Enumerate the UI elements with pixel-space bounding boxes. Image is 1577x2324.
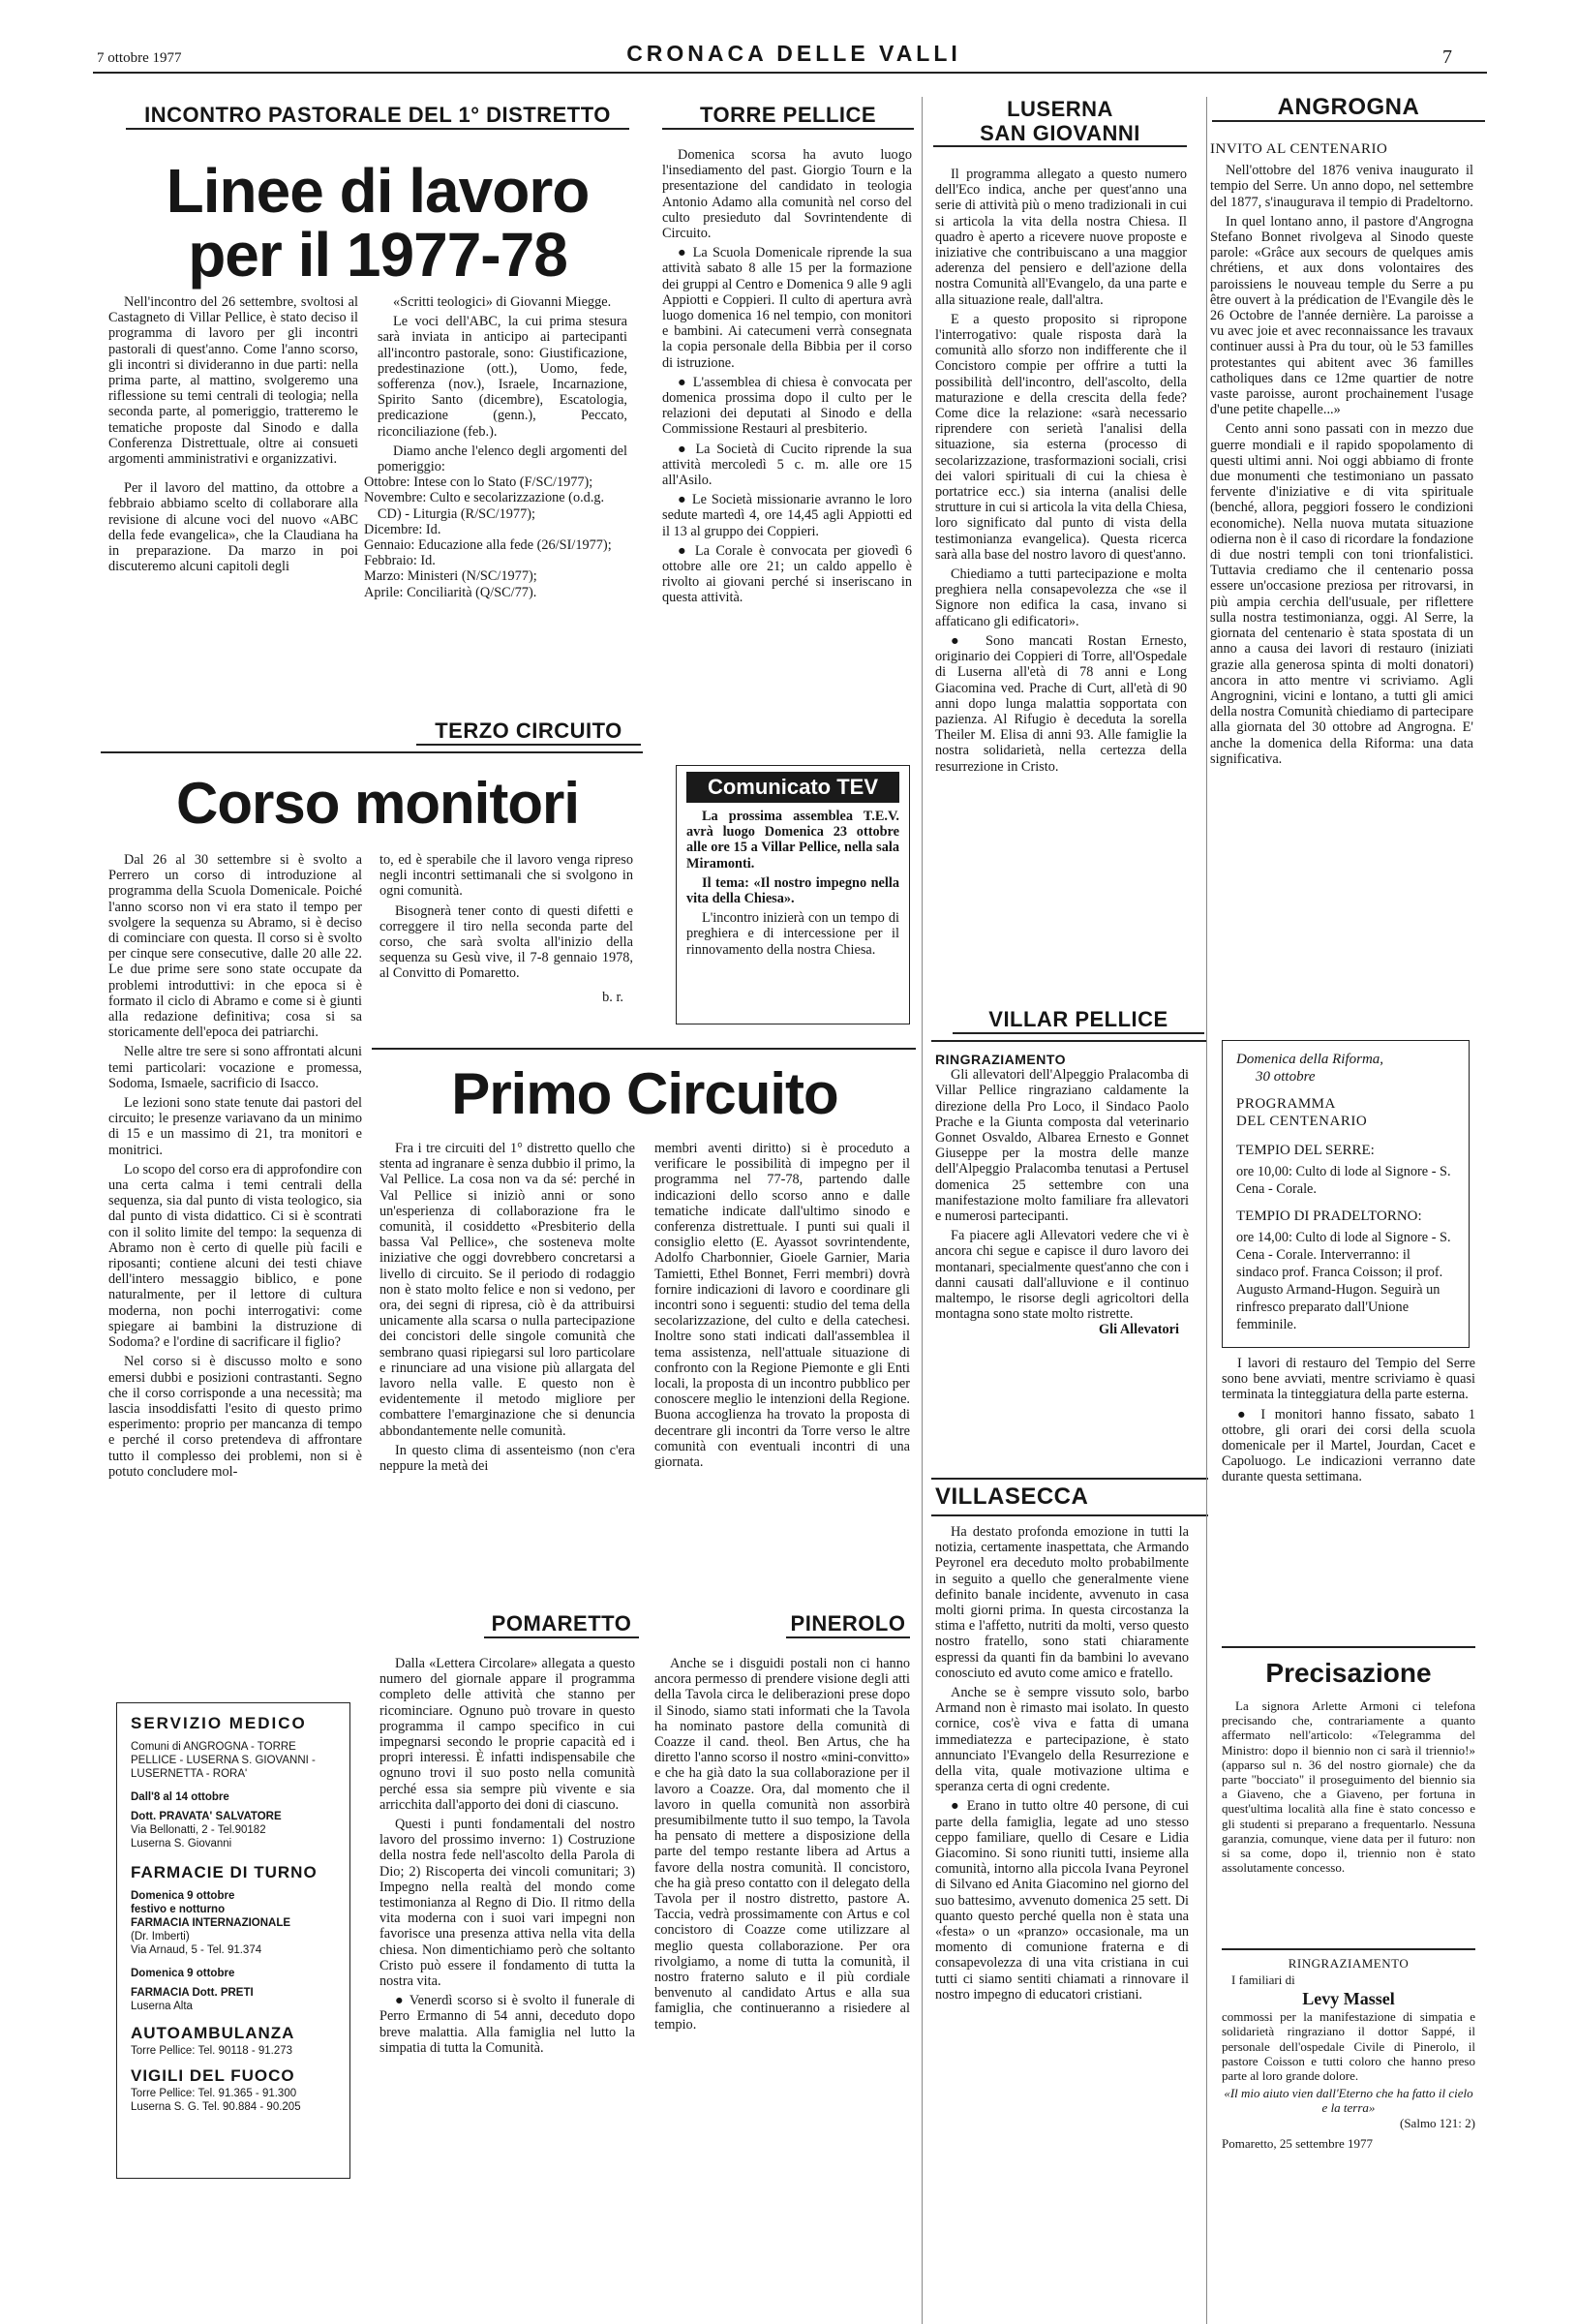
paragraph: Fra i tre circuiti del 1° distretto quello che stenta ad ingranare è senza dubbio il primo, la Val Pellice. La cosa non va da sé: perché in Val Pellice si iniziò anni or sono un'esperienza di collaborazione fra le comunità, il cosiddetto «Presbiterio della bassa Val Pellice», che sosteneva molte iniziative che oggi dovrebbero concretarsi a livello di circuito. Se il periodo di rodaggio non è stato molto felice e non si vedono, per ora, dei segni di ripresa, ciò è da attribuirsi unicamente alla scarsa o nulla partecipazione dei concistori delle singole comunità che sembrano quasi ripiegarsi sul loro particolare e rinunciare ad una visione più allargata del lavoro nella valle. E questo non è evidentemente il metodo migliore per combattere l'emarginazione che si denuncia abbondantemente nelle comunità. <box>379 1141 635 1439</box>
paragraph: Il tema: «Il nostro impegno nella vita della Chiesa». <box>686 874 899 907</box>
torre-text <box>662 147 912 606</box>
farm-date-1: Domenica 9 ottobre <box>131 1890 235 1902</box>
pinerolo-text <box>654 1656 910 2033</box>
angrogna-after <box>1222 1356 1475 1485</box>
paragraph: ● Erano in tutto oltre 40 persone, di cui parte della famiglia, legate ad uno stesso ceppo familiare, quello di Cesare e Lidia Giacomino. Si sono riuniti tutti, insieme alla comunità, intorno alla piccola Ivana Peyronel di Silvano ed Anita Giacomino nel giorno del suo battesimo, avvenuto domenica 25 sett. Di quanto questo perché quella non è stata una «festa» o un «pranzo» occasionale, ma un momento di comunione fraterna e di consapevolezza di una vita cristiana in cui tutti ci siamo sentiti chiamati a rinnovare il nostro impegno di educatori cristiani. <box>935 1798 1189 2003</box>
primo-col-2 <box>654 1141 910 1470</box>
paragraph: ● La Società di Cucito riprende la sua attività mercoledì 5 c. m. alle ore 15 all'Asilo. <box>662 441 912 489</box>
angrogna-text <box>1210 141 1473 767</box>
vigili-tel-2: Luserna S. G. Tel. 90.884 - 90.205 <box>131 2101 301 2113</box>
section-terzo-circuito: TERZO CIRCUITO <box>416 719 641 746</box>
paragraph: Nell'incontro del 26 settembre, svoltosi al Castagneto di Villar Pellice, è stato deciso il programma di lavoro per gli incontri pastorali di quest'anno. Come l'anno scorso, gli incontri si divideranno in due parti: nella prima parte, al mattino, svolgeremo una riflessione su temi centrali di teologia; nella seconda parte, al pomeriggio, tratteremo le tematiche proposte dal Sinodo e dalla Conferenza Distrettuale, oltre ai consueti argomenti amministrativi e organizzativi. <box>108 294 358 468</box>
pradeltorno-text: ore 14,00: Culto di lode al Signore - S. Cena - Corale. Interverranno: il sindaco prof. Franca Coisson; il prof. Augusto Armand-Hugon. Seguirà un rinfresco preparato dall'Unione femminile. <box>1236 1230 1451 1332</box>
ringraziamento-box <box>1222 1956 1475 2151</box>
pomaretto-text <box>379 1656 635 2056</box>
farm-1-name: FARMACIA INTERNAZIONALE <box>131 1917 291 1929</box>
paragraph: ● I monitori hanno fissato, sabato 1 ottobre, gli orari dei corsi della scuola domenicale per il Martel, Jourdan, Cacet e Capoluogo. Le indicazioni verranno date durante questa settimana. <box>1222 1406 1475 1485</box>
vigili-tel-1: Torre Pellice: Tel. 91.365 - 91.300 <box>131 2088 297 2099</box>
paragraph: Fa piacere agli Allevatori vedere che vi è ancora chi segue e capisce il duro lavoro dei montanari, specialmente quest'anno che con i danni causati dall'alluvione e il continuo maltempo, le risorse degli agricoltori della montagna sono state molto ristrette. <box>935 1228 1189 1323</box>
servizio-doc-addr: Via Bellonatti, 2 - Tel.90182 <box>131 1824 266 1836</box>
autoambulanza-tel: Torre Pellice: Tel. 90118 - 91.273 <box>131 2045 293 2057</box>
signature: b. r. <box>602 989 623 1005</box>
autoambulanza-title: AUTOAMBULANZA <box>131 2024 295 2042</box>
section-luserna-line-2: SAN GIOVANNI <box>980 121 1140 145</box>
farm-2-name: FARMACIA Dott. PRETI <box>131 1987 254 1999</box>
villar-text <box>935 1052 1189 1338</box>
paragraph: In questo clima di assenteismo (non c'era neppure la metà dei <box>379 1442 635 1475</box>
paragraph: ● L'assemblea di chiesa è convocata per domenica prossima dopo il culto per le relazioni dei deputati al Sinodo e della Commissione Restauri al presbiterio. <box>662 374 912 438</box>
schedule-list <box>364 474 627 600</box>
paragraph: Anche se i disguidi postali non ci hanno ancora permesso di prendere visione degli atti della Tavola circa le deliberazioni prese dopo il Sinodo, siamo stati informati che la Tavola ha nominato pastore della comunità di Coazze il cand. theol. Ben Artus, che ha diretto l'anno scorso il nostro «mini-convitto» e che ha già dato la sua collaborazione per il lavoro a Coazze. Ora, dal momento che il lavoro in quella comunità non assorbirà presumibilmente tutto il suo tempo, la Tavola ha pensato di mettere a disposizione della parte del tempo restante libera ad Artus a favore della nostra comunità. Il concistoro, che ha già preso contatto con il delegato della Tavola per il nostro distretto, pastore A. Taccia, vedrà prossimamente con Artus e col concistoro di Coazze come utilizzare al meglio questa collaborazione. Per ora rivolgiamo, a nome di tutta la comunità, il nostro fraterno saluto e il più cordiale benvenuto al candidato Artus e alla sua famiglia, che continueranno a risiedere al tempio. <box>654 1656 910 2033</box>
column-rule <box>922 97 923 2324</box>
divider <box>101 751 643 753</box>
programma-date-line-2: 30 ottobre <box>1256 1069 1316 1085</box>
ringraziamento-heading: RINGRAZIAMENTO <box>1288 1956 1410 1971</box>
section-villar-pellice: VILLAR PELLICE <box>953 1007 1204 1034</box>
farmacie-title: FARMACIE DI TURNO <box>131 1863 318 1881</box>
section-villasecca-label: VILLASECCA <box>935 1483 1089 1510</box>
farm-1-who: (Dr. Imberti) <box>131 1931 190 1942</box>
ringraziamento-ref: (Salmo 121: 2) <box>1400 2115 1475 2130</box>
paragraph: ● Venerdì scorso si è svolto il funerale di Perro Ermanno di 54 anni, deceduto dopo breve malattia. Alla famiglia nel lutto la simpatia di tutta la Comunità. <box>379 1993 635 2056</box>
paragraph: ● La Scuola Domenicale riprende la sua attività sabato 8 alle 15 per la formazione dei gruppi al Centro e Domenica 9 alle 9 agli Appiotti e Coppieri. Il culto di apertura avrà luogo domenica 16 nel tempio, con monitori e bambini. Ai catecumeni verrà consegnata la copia personale della Bibbia per il corso di istruzione. <box>662 245 912 371</box>
paragraph: Dal 26 al 30 settembre si è svolto a Perrero un corso di introduzione al programma della Scuola Domenicale. Poiché l'anno scorso non vi era stato il tempo per svolgere la sequenza su Abramo, si è deciso di cominciare con questa. Il corso si è svolto per cinque sere consecutive, dalle 20 alle 22. Le due prime sere sono state occupate da problemi introduttivi: in che epoca si è formato il ciclo di Abramo e come si è giunti alla redazione definitiva; cosa si sa storicamente dell'epoca dei patriarchi. <box>108 852 362 1041</box>
servizio-doc-town: Luserna S. Giovanni <box>131 1838 232 1850</box>
signature: Gli Allevatori <box>1099 1322 1179 1338</box>
corso-col-2 <box>379 852 633 1005</box>
paragraph: Diamo anche l'elenco degli argomenti del pomeriggio: <box>378 443 627 475</box>
newspaper-section-title: CRONACA DELLE VALLI <box>626 41 961 66</box>
servizio-dates: Dall'8 al 14 ottobre <box>131 1791 229 1803</box>
precisazione-text: La signora Arlette Armoni ci telefona precisando che, contrariamente a quanto affermato nell'articolo: «Telegramma del Ministro: dopo il biennio non ci sarà il triennio!» (apparso sul n. 36 del nostro giornale) che da parte "bocciato" il proseguimento del biennio sia a Giaveno, che a Giaveno, per fortuna in quest'ultima località alla fine è stato concesso e gli studenti si preparano a frequentarlo. Nessuna garanzia, comunque, viene data per il futuro: non si sa come, dopo il, triennio non è stato assolutamente concesso. <box>1222 1698 1475 1876</box>
tev-text <box>677 807 909 960</box>
paragraph: Cento anni sono passati con in mezzo due guerre mondiali e il rapido spopolamento di questi ultimi anni. Noi oggi abbiamo di fronte due monumenti che testimoniano un passato fervente d'iniziative e di vita spirituale (benché, allora, peggiori fossero le condizioni economiche). Nella nuova mutata situazione odierna non è il caso di ricordare la fondazione di due nostri templi con toni trionfalistici. Tuttavia crediamo che il centenario possa essere un'occasione preziosa per ritrovarsi, in più ampia cerchia dell'usuale, per riflettere sulla nostra testimonianza, oggi. Al Serre, la giornata del centenario è stata spostata di un anno a causa dei lavori di restauro (iniziati grazie alla generosa spinta di molti donatori) ancora in atto mentre vi scriviamo. Agli Angrognini, vicini e lontano, a tutti gli amici della nostra Comunità chiediamo di partecipare alla giornata del 30 ottobre ad Angrogna. E' anche la domenica della Riforma: una data significativa. <box>1210 421 1473 767</box>
headline-primo-circuito: Primo Circuito <box>451 1061 838 1126</box>
section-incontro: INCONTRO PASTORALE DEL 1° DISTRETTO <box>126 103 629 130</box>
ringraziamento-line1: I familiari di <box>1231 1972 1295 1988</box>
paragraph: In quel lontano anno, il pastore d'Angrogna Stefano Bonnet rivolgeva al Sinodo queste parole: «Grâce aux secours de quelques amis chrétiens, et aux dons volontaires des paroissiens le nouveau temple du Serre a pu être ouvert à la prédication de l'Evangile dès le 26 Octobre de l'année dernière. La paroisse a vu avec joie et avec reconnaissance les travaux continuer aussi à Pra du tour, où le 53 familles protestantes qui abitent avec 36 familles catholiques dans ce 12me quartier de notre vaste paroisse, auront prochainement l'usage d'une petite chapelle...» <box>1210 213 1473 418</box>
paragraph: to, ed è sperabile che il lavoro venga ripreso negli incontri settimanali che si svolgono in ogni comunità. <box>379 852 633 900</box>
villar-heading: RINGRAZIAMENTO <box>935 1052 1067 1067</box>
primo-col-1 <box>379 1141 635 1474</box>
paragraph: Nell'ottobre del 1876 veniva inaugurato il tempio del Serre. Un anno dopo, nel settembre del 1877, s'inaugurava il tempio di Pradeltorno. <box>1210 163 1473 210</box>
paragraph: I lavori di restauro del Tempio del Serre sono bene avviati, mentre scriviamo è quasi terminata la tinteggiatura della parte esterna. <box>1222 1356 1475 1403</box>
farm-2-addr: Luserna Alta <box>131 2001 193 2012</box>
paragraph: ● Le Società missionarie avranno le loro sedute martedì 4, ore 14,45 agli Appiotti ed il 13 al gruppo dei Coppieri. <box>662 492 912 539</box>
schedule-item: Dicembre: Id. <box>364 521 441 537</box>
servizio-doctor: Dott. PRAVATA' SALVATORE <box>131 1811 282 1822</box>
ringraziamento-quote: «Il mio aiuto vien dall'Eterno che ha fatto il cielo e la terra» <box>1224 2085 1473 2116</box>
schedule-item: Febbraio: Id. <box>364 553 436 569</box>
serre-text: ore 10,00: Culto di lode al Signore - S. Cena - Corale. <box>1236 1164 1451 1197</box>
paragraph: «Scritti teologici» di Giovanni Miegge. <box>393 294 612 310</box>
paragraph: Per il lavoro del mattino, da ottobre a febbraio abbiamo scelto di collaborare alla revisione di alcune voci del nuovo «ABC della fede evangelica», che la Claudiana ha in preparazione. Da marzo in poi discuteremo alcuni capitoli degli <box>108 480 358 575</box>
servizio-medico-box <box>116 1702 350 2179</box>
paragraph: Dalla «Lettera Circolare» allegata a questo numero del giornale appare il programma completo delle attività che stanno per ricominciare. Ognuno può trovare in questo programma il campo specifico in cui impegnarsi secondo le proprie capacità ed i propri interessi. È infatti indispensabile che ognuno trovi il suo posto nella comunità perché essa sia sempre più vivente e sia arricchita dall'apporto dei doni di ciascuno. <box>379 1656 635 1813</box>
headline-linee <box>106 156 649 290</box>
programma-title <box>1236 1095 1455 1130</box>
servizio-communes: Comuni di ANGROGNA - TORRE PELLICE - LUSERNA S. GIOVANNI - LUSERNETTA - RORA' <box>131 1741 316 1780</box>
headline-line-1: Linee di lavoro <box>166 156 590 226</box>
programma-date-line-1: Domenica della Riforma, <box>1236 1052 1384 1067</box>
schedule-item: Novembre: Culto e secolarizzazione (o.d.g. CD) - Liturgia (R/SC/1977); <box>364 490 605 522</box>
schedule-item: Gennaio: Educazione alla fede (26/SI/1977); <box>364 537 612 554</box>
column-rule <box>1206 97 1207 2324</box>
incontro-col-2 <box>364 294 627 600</box>
paragraph: L'incontro inizierà con un tempo di preghiera e di intercessione per il rinnovamento della nostra Chiesa. <box>686 910 899 958</box>
masthead-rule <box>93 72 1487 74</box>
paragraph: La prossima assemblea T.E.V. avrà luogo Domenica 23 ottobre alle ore 15 a Villar Pellice, nella sala Miramonti. <box>686 809 899 872</box>
schedule-item: Marzo: Ministeri (N/SC/1977); <box>364 568 537 585</box>
section-pomaretto: POMARETTO <box>484 1611 639 1638</box>
farm-date-1b: festivo e notturno <box>131 1904 226 1915</box>
divider <box>372 1048 916 1050</box>
paragraph: Gli allevatori dell'Alpeggio Pralacomba di Villar Pellice ringraziano caldamente la direzione della Pro Loco, il Sindaco Paolo Prache e la Giunta composta dal veterinario Gonnet Osvaldo, Albarea Ernesto e Gonnet Giuseppe per la mostra delle manze dell'Alpeggio Pralacomba tenutasi a Pertusel domenica 25 settembre con una manifestazione molto familiare fra allevatori e numerosi partecipanti. <box>935 1067 1189 1225</box>
angrogna-heading: INVITO AL CENTENARIO <box>1210 141 1388 157</box>
divider <box>931 1040 1207 1042</box>
section-luserna <box>933 97 1187 147</box>
divider <box>1222 1948 1475 1950</box>
section-luserna-line-1: LUSERNA <box>1007 97 1113 121</box>
incontro-col-1 <box>108 294 358 574</box>
headline-line-2: per il 1977-78 <box>188 220 567 290</box>
farm-date-2: Domenica 9 ottobre <box>131 1968 235 1979</box>
section-villasecca <box>931 1478 1208 1516</box>
paragraph: Questi i punti fondamentali del nostro lavoro del prossimo inverno: 1) Costruzione della nostra fede nell'ascolto della Parola di Dio; 2) Riscoperta dei vincoli comunitari; 3) Impegno nella realtà del mondo come testimonianza al Regno di Dio. Il ritmo della vita moderna con i suoi vari impegni non favorisce una presenza attiva nella vita della chiesa. Non dimentichiamo però che soltanto Cristo può essere il fondamento di tutta la nostra vita. <box>379 1817 635 1990</box>
corso-col-1 <box>108 852 362 1480</box>
pradeltorno-heading: TEMPIO DI PRADELTORNO: <box>1236 1208 1422 1224</box>
programma-box <box>1222 1040 1470 1348</box>
paragraph: membri aventi diritto) si è proceduto a verificare le possibilità di impegno per il programma nel 77-78, partendo dalle indicazioni dello scorso anno e dalle tematiche indicate dall'ultimo sinodo e conferenza distrettuale. I punti sui quali il consiglio eletto (E. Ayassot sovrintendente, Adolfo Charbonnier, Gioele Garnier, Maria Tamietti, Ethel Bonnet, Ferri membri) dovrà fornire indicazioni di lavoro e coordinare gli incontri sono i seguenti: studio del tema della secolarizzazione, del culto e della catechesi. Inoltre sono stati indicati dall'assemblea il tema assistenza, nell'attuale situazione di confronto con la Regione Piemonte e gli Enti locali, la proposta di un incontro pubblico per conoscere meglio le intenzioni della Regione. Buona accoglienza ha trovato la proposta di decentrare gli incontri da Torre verso le altre comunità con eventuali incontri di una giornata. <box>654 1141 910 1471</box>
section-pinerolo: PINEROLO <box>786 1611 910 1638</box>
page-date: 7 ottobre 1977 <box>97 50 182 66</box>
paragraph: Le lezioni sono state tenute dai pastori del circuito; le presenze variavano da un minimo di 15 e un massimo di 21, tra monitori e monitrici. <box>108 1095 362 1158</box>
section-torre-pellice: TORRE PELLICE <box>662 103 914 130</box>
section-angrogna: ANGROGNA <box>1212 95 1485 122</box>
paragraph: Nelle altre tre sere si sono affrontati alcuni temi particolari: vocazione e promessa, Sodoma, Ismaele, sacrificio di Isacco. <box>108 1044 362 1091</box>
paragraph: Chiediamo a tutti partecipazione e molta preghiera nella consapevolezza che «se il Signore non edifica la casa, invano si affaticano gli edificatori». <box>935 566 1187 629</box>
paragraph: Il programma allegato a questo numero dell'Eco indica, anche per quest'anno una serie di attività più o meno tradizionali in cui si articola la vita della nostra Chiesa. Il quadro è aperto a ricevere nuove proposte e iniziative che contribuiscano a una maggior aderenza del pensiero e dell'azione della nostra Comunità all'Evangelo, da una parte e alla situazione reale, dall'altra. <box>935 167 1187 308</box>
programma-title-1: PROGRAMMA <box>1236 1096 1336 1112</box>
tev-box <box>676 765 910 1024</box>
serre-heading: TEMPIO DEL SERRE: <box>1236 1143 1375 1158</box>
programma-title-2: DEL CENTENARIO <box>1236 1114 1368 1129</box>
paragraph: E a questo proposito si ripropone l'interrogativo: quale risposta darà la comunità allo sforzo non indifferente che il Concistoro compie per offrire a tutti la possibilità dell'incontro, dell'ascolto, della maturazione e della crescita della fede? Come dice la relazione: «sarà necessario riprendere con serietà l'analisi della situazione, sia esterna (processo di secolarizzazione, trasformazioni sociali, crisi dei valori spirituali di cui la chiesa è portatrice ecc.) sia interna (analisi delle strutture in cui si articola la vita della Chiesa, loro significato dal punto di vista della testimonianza evangelica). Questa ricerca sarà alla base del nostro lavoro di quest'anno. <box>935 311 1187 563</box>
paragraph: ● La Corale è convocata per giovedì 6 ottobre alle ore 21; un caldo appello è rivolto ai giovani perché si inseriscano in questa attività. <box>662 542 912 606</box>
divider <box>1222 1646 1475 1648</box>
paragraph: ● Sono mancati Rostan Ernesto, originario dei Coppieri di Torre, all'Ospedale di Luserna all'età di 78 anni e Long Giacomina ved. Prache di Curt, all'età di 90 anni dopo lunga malattia sopportata con pazienza. Al Rifugio è deceduta la sorella Theiler M. Elisa di anni 93. Alle famiglie la nostra solidarietà, nella certezza della resurrezione in Cristo. <box>935 632 1187 775</box>
precisazione-title: Precisazione <box>1265 1658 1432 1688</box>
schedule-item: Aprile: Conciliarità (Q/SC/77). <box>364 584 537 600</box>
tev-title: Comunicato TEV <box>686 772 899 803</box>
luserna-text <box>935 167 1187 775</box>
schedule-item: Ottobre: Intese con lo Stato (F/SC/1977); <box>364 474 593 491</box>
farm-1-addr: Via Arnaud, 5 - Tel. 91.374 <box>131 1944 262 1956</box>
paragraph: Ha destato profonda emozione in tutti la notizia, certamente inaspettata, che Armando Peyronel era deceduto molto probabilmente in seguito a quello che generalmente viene definito banale incidente, avvenuto in casa molti giorni prima. In questa circostanza la stima e l'affetto, nutriti da molti, verso questo nostro fratello, sono stati chiaramente espressi da quanti fin da bambini lo avevano conosciuto ed avuto come amico e fratello. <box>935 1524 1189 1681</box>
paragraph: Anche se è sempre vissuto solo, barbo Armand non è rimasto mai isolato. In questo cornice, cos'è viva e fatta di umana immediatezza e partecipazione, è stato annunciato l'Evangelo della Resurrezione e della vita, quale motivazione ultima e speranza certa di ogni credente. <box>935 1685 1189 1795</box>
page-number: 7 <box>1442 46 1452 68</box>
paragraph: Bisognerà tener conto di questi difetti e correggere il tiro nella seconda parte del corso, che sarà svolta all'inizio della sequenza su Gesù vive, il 7-8 gennaio 1978, al Convitto di Pomaretto. <box>379 902 633 982</box>
villasecca-text <box>935 1524 1189 2003</box>
paragraph: Le voci dell'ABC, la cui prima stesura sarà inviata in anticipo ai partecipanti all'incontro pastorale, sono: Giustificazione, predestinazione (ott.), Uomo, fede, sofferenza (nov.), Israele, Incarnazione, Spirito Santo (dicembre), Escatologia, predicazione (genn.), Peccato, riconciliazione (feb.). <box>378 314 627 440</box>
headline-corso-monitori: Corso monitori <box>176 771 579 836</box>
vigili-title: VIGILI DEL FUOCO <box>131 2066 295 2085</box>
deceased-name: Levy Massel <box>1302 1988 1395 2008</box>
ringraziamento-text: commossi per la manifestazione di simpatia e solidarietà ringraziano il dottor Sappé, il personale dell'ospedale Civile di Pinerolo, il pastore Coisson e tutti coloro che hanno preso parte al loro grande dolore. <box>1222 2008 1475 2084</box>
servizio-title: SERVIZIO MEDICO <box>131 1714 307 1732</box>
ringraziamento-place: Pomaretto, 25 settembre 1977 <box>1222 2136 1373 2152</box>
paragraph: Lo scopo del corso era di approfondire con una certa calma i temi centrali della sequenza, sia dal punto di vista teologico, sia dal punto di vista didattico. Ci si è scontrati con il solito limite del tempo: la sequenza di Abramo non è certo di quelle più facili e riposanti; contiene alcuni dei testi chiave dell'intero messaggio biblico, e pone naturalmente, per il lettore di cultura moderna, non pochi interrogativi: come spiegare ai bambini la distruzione di Sodoma? e l'ordine di sacrificare il figlio? <box>108 1161 362 1351</box>
paragraph: Nel corso si è discusso molto e sono emersi dubbi e posizioni contrastanti. Segno che il corso corrisponde a una necessità; ma lascia insoddisfatti l'esito di questo primo esperimento: proprio per mancanza di tempo e perché il corso pretendeva di affrontare tutto il complesso dei problemi, non si è potuto concludere mol- <box>108 1354 362 1480</box>
paragraph: Domenica scorsa ha avuto luogo l'insediamento del past. Giorgio Tourn e la presentazione del candidato in teologia Antonio Adamo alla comunità nel corso del culto presieduto dal Sovrintendente di Circuito. <box>662 147 912 242</box>
